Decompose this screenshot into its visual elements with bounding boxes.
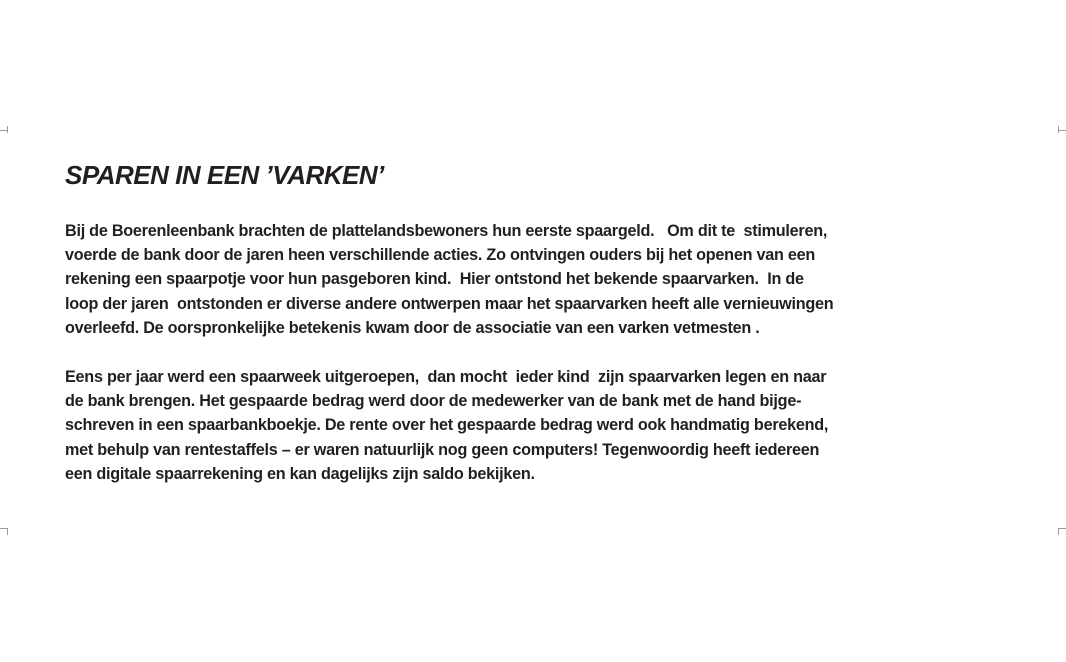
crop-mark [1059,528,1066,529]
article-paragraph [65,219,833,340]
paragraph-line: loop der jaren ontstonden er diverse andere ontwerpen maar het spaarvarken heeft alle vernieuwingen [65,294,834,313]
crop-mark [1058,126,1059,133]
article-paragraph [65,365,828,486]
paragraph-line: een digitale spaarrekening en kan dagelijks zijn saldo bekijken. [65,464,535,483]
paragraph-line: rekening een spaarpotje voor hun pasgeboren kind. Hier ontstond het bekende spaarvarken. In de [65,270,804,289]
paragraph-line: overleefd. De oorspronkelijke betekenis kwam door de associatie van een varken vetmesten . [65,318,760,337]
paragraph-line: Bij de Boerenleenbank brachten de plattelandsbewoners hun eerste spaargeld. Om dit te stimuleren, [65,222,828,240]
crop-mark [1058,528,1059,535]
paragraph-line: Eens per jaar werd een spaarweek uitgeroepen, dan mocht ieder kind zijn spaarvarken legen en naar [65,368,827,386]
article-title: SPAREN IN EEN ’VARKEN’ [65,160,384,190]
crop-mark [7,528,8,535]
crop-mark [7,126,8,133]
paragraph-line: de bank brengen. Het gespaarde bedrag werd door de medewerker van de bank met de hand bijge- [65,392,802,411]
paragraph-line: schreven in een spaarbankboekje. De rente over het gespaarde bedrag werd ook handmatig berekend, [65,416,829,435]
crop-mark [0,130,7,131]
paragraph-line: voerde de bank door de jaren heen verschillende acties. Zo ontvingen ouders bij het openen van een [65,246,815,265]
crop-mark [0,528,7,529]
crop-mark [1059,130,1066,131]
paragraph-line: met behulp van rentestaffels – er waren natuurlijk nog geen computers! Tegenwoordig heeft iedereen [65,440,820,459]
